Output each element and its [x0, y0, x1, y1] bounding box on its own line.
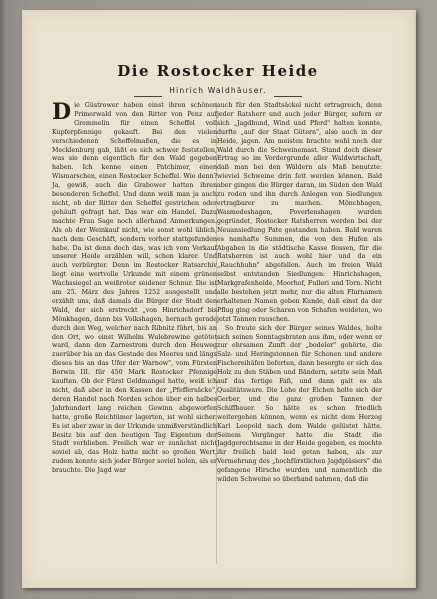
article-author: Hinrich Waldhäuser. [169, 86, 267, 95]
drop-cap: D [52, 99, 72, 125]
title-rule-right [274, 96, 302, 97]
text-column-left [52, 99, 217, 476]
paragraph: So freute sich der Bürger seines Waldes, holte sich seinen Sonntagsbraten aus ihm, oder wenn er zur ehrsamen Zunft der „bodeler" gehörte, die Salz- und Heringstonnen für Schonen und andere Fischereihäfen lieferten, dann besorgte er sich das Holz zu den Stäben und Bändern, setzte sein Maß auf das fertige Faß, und dann galt es als Qualitätsware. Die Lohe der Eichen holte sich der Gerber, und die ganz großen Tannen der Schiffbauer. So hätte es schon friedlich weitergehen können, wenn es nicht dem Herzog Karl Leopold nach dem Walde gelüstet hätte. Seinem Vorgänger hatte die Stadt die Jagdgerechtsame in der Heide gegeben, es mochte ihr freilich bald leid getan haben, als zur Vermehrung des „hochfürstlichen Jagdpläsiers" die gefangene Hirsche wurden und namentlich die wilden Schweine so überhand nahmen, daß die [217, 324, 382, 484]
paragraph-text: ie Güstrower haben einst ihren schönen Primerwald von den Ritter von Penz auf Gremmelin für einen Scheffel voll Kupferpfennige gekauft. Bei den vielen verschiedenen Scheffelmaßen, die es in Mecklenburg gab, läßt es sich schwer feststellen, was sie denn eigentlich für den Wald gegeben haben. Ich kenne einen Patchimer, einen Wismarschen, einen Rostocker Scheffel. Wie denn? Ja, gewiß, auch die Grabower hatten ihren besonderen Scheffel. Und dann weiß man ja auch nicht, ob der Ritter den Scheffel gestrichen oder gehäuft gefragt hat. Das war ein Handel. Dazu machte Frau Sage noch allerhand Anmerkungen. Als ob der Weinkauf nicht, wie sonst wohl üblich, nach dem Geschäft, sondern vorher stattgefunden habe. Da ist denn doch das, was ich vom Verkauf unserer Heide erzählen will, schon klarer. Und auch verbürgter. Denn im Rostocker Ratsarchiv liegt eine wertvolle Urkunde mit einem grünen Wachssiegel an weißroter seidener Schnur. Die ist am 25. März des Jahres 1252 ausgestellt und erzählt uns, daß damals die Bürger der Stadt den Wald, der sich erstreckt „von Hinrichsdorf bis Mönkhagen, dann bis Volkshagen, hernach gerade durch den Weg, welcher nach Ribnitz führt, bis an den Ort, wo einst Wilhelm Wulebrewine getötet ward, dann den Zarnestrom durch den Heuweg zuerüber bis an das Gestade des Meeres und längs dieses bis an das Ufer der Warnow", vom Fürsten Borwin III. für 450 Mark Rostocker Pfennige kauften. Ob der Fürst Geldmangel hatte, weiß ich nicht, daß aber in den Kassen der „Pfeffersäcke", deren Handel nach Norden schon über ein halbes Jahrhundert lang reichen Gewinn abgeworfen hatte, große Reichtümer lagerten, ist wohl sicher. Es ist aber zwar in der Urkunde unmißverständlich Besitz bis auf den heutigen Tag Eigentum der Stadt verblieben. Freilich war er zunächst nicht soviel ab, das Holz hatte nicht so großen Wert, zudem konnte sich jeder Bürger soviel holen, als er brauchte. Die Jagd war [52, 102, 217, 475]
paragraph [52, 99, 217, 476]
paragraph: auch für den Stadtsäckel nicht ertragreich, denn jeder Ratsherr und auch jeder Bürger, sofern er sich „Jagdhund, Wind und Pferd" halten konnte, durfte „auf der Staat Gütern", also auch in der Heide, jagen. Am meisten brachte wohl noch der Wald durch die Schweinemast. Stand doch dieser Ertrag so im Vordergrunde aller Waldwirtschaft, daß man bei den Wäldern als Maß benutzte: wieviel Schweine drin fett werden können. Bald aber gingen die Bürger daran, im Süden den Wald zu roden und ihn durch Anlegen von Siedlungen ertragbarer zu machen. Mönchhagen, Wasmodeshagen, Poverlenshagen wurden gegründet, Rostocker Ratsherren werden bei der Neuansiedlung Pate gestanden haben. Bald waren es namhafte Summen, die von den Hufen als Abgaben in die städtische Kasse flossen, für die Ratsherren ist auch wohl hier und da ein „Rauchhuhn" abgefallen. Auch im freien Wald selbst entstanden Siedlungen: Hinrichshagen, Markgrafenheide, Moorhof, Fulleri und Torn. Nicht alle bestehen jetzt mehr, nur die alten Flurnamen erhaltenen Namen geben Kunde, daß einst da der Pflug ging oder Scharen von Schafen weideten, wo jetzt Tannen rauschen. [217, 102, 382, 323]
text-column-right [217, 102, 382, 485]
title-rule-left [134, 96, 162, 97]
document-page [22, 10, 416, 588]
article-title: Die Rostocker Heide [117, 62, 319, 80]
